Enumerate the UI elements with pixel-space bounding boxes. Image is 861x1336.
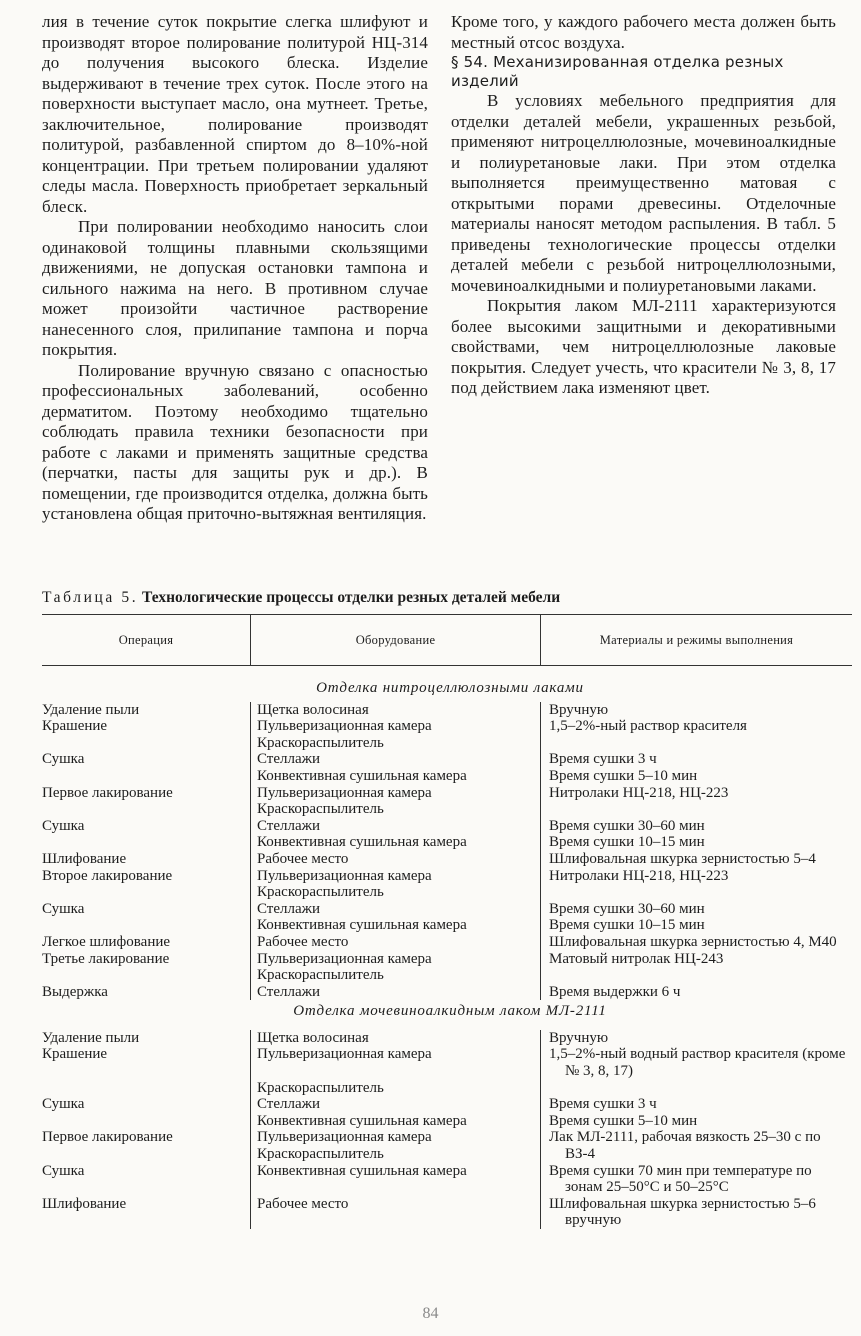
table-row	[42, 702, 852, 719]
equipment-line: Конвективная сушильная камера	[257, 1162, 467, 1179]
table-row	[42, 1129, 852, 1162]
materials-line: Шлифовальная шкурка зернистостью 4, М40	[549, 933, 837, 950]
materials-line: Вручную	[549, 701, 609, 718]
equipment-line: Конвективная сушильная камера	[257, 834, 467, 851]
operation-cell: Сушка	[42, 1096, 85, 1113]
materials-line: Время сушки 5–10 мин	[549, 1112, 698, 1129]
equipment-cell	[251, 702, 541, 719]
equipment-line: Стеллажи	[257, 1096, 321, 1113]
materials-line: Шлифовальная шкурка зернистостью 5–6 вручную	[549, 1195, 816, 1229]
operation-cell: Первое лакирование	[42, 1129, 173, 1146]
materials-line: Нитролаки НЦ-218, НЦ-223	[549, 784, 729, 801]
table-header-row	[42, 615, 852, 666]
materials-line: Время сушки 30–60 мин	[549, 817, 705, 834]
operation-cell: Удаление пыли	[42, 1029, 140, 1046]
equipment-cell	[251, 818, 541, 851]
paragraph: При полировании необходимо наносить слои одинаковой толщины плавными скользящими движениями, не допуская остановки тампона и сильного нажима на него. В противном случае может произойти частичное растворение нанесенного слоя, прилипание тампона и порча покрытия.	[42, 217, 428, 359]
table-row	[42, 751, 852, 784]
table-row	[42, 1196, 852, 1229]
paragraph: В условиях мебельного предприятия для отделки деталей мебели, украшенных резьбой, применяют нитроцеллюлозные, мочевиноалкидные и полиуретановые лаки. При этом отделка выполняется преимущественно матовая с открытыми порами древесины. Отделочные материалы наносят методом распыления. В табл. 5 приведены технологические процессы отделки деталей мебели с резьбой нитроцеллюлозными, мочевиноалкидными и полиуретановыми лаками.	[451, 91, 836, 295]
left-text-column	[42, 12, 428, 525]
table-section-title: Отделка мочевиноалкидным лаком МЛ-2111	[293, 1003, 607, 1020]
materials-cell	[541, 1096, 853, 1129]
equipment-cell	[251, 1030, 541, 1047]
table-row	[42, 718, 852, 751]
operation-cell: Шлифование	[42, 850, 127, 867]
paragraph: лия в течение суток покрытие слегка шлифуют и производят второе полирование политурой НЦ-314 до получения высокого блеска. Изделие выдерживают в течение трех суток. После этого на поверхности выступает масло, она мутнеет. Третье, заключительное, полирование производят политурой, разбавленной спиртом до 8–10%-ной концентрации. При третьем полировании удаляют следы масла. Поверхность приобретает зеркальный блеск.	[42, 12, 428, 216]
equipment-cell	[251, 851, 541, 868]
header-materials: Материалы и режимы выполнения	[541, 615, 853, 666]
equipment-cell	[251, 718, 541, 751]
page-number: 84	[422, 1305, 439, 1322]
equipment-cell	[251, 984, 541, 1001]
process-table	[42, 614, 852, 1229]
materials-cell	[541, 718, 853, 751]
materials-line: Время выдержки 6 ч	[549, 983, 681, 1000]
equipment-cell	[251, 1163, 541, 1196]
table-row	[42, 1163, 852, 1196]
equipment-line: Стеллажи	[257, 983, 321, 1000]
equipment-line: Стеллажи	[257, 817, 321, 834]
equipment-line: Стеллажи	[257, 900, 321, 917]
equipment-line: Рабочее место	[257, 1195, 349, 1212]
equipment-line: Пульверизационная камера	[257, 1129, 432, 1146]
table-row	[42, 1046, 852, 1096]
equipment-line: Конвективная сушильная камера	[257, 767, 467, 784]
materials-cell	[541, 751, 853, 784]
table-body	[42, 666, 852, 1230]
operation-cell: Сушка	[42, 1162, 85, 1179]
table-row	[42, 951, 852, 984]
operation-cell: Второе лакирование	[42, 867, 173, 884]
equipment-line: Щетка волосиная	[257, 701, 369, 718]
table-row	[42, 934, 852, 951]
equipment-line: Краскораспылитель	[257, 801, 384, 818]
operation-cell: Крашение	[42, 718, 108, 735]
equipment-line: Конвективная сушильная камера	[257, 917, 467, 934]
materials-line: Время сушки 3 ч	[549, 1096, 657, 1113]
table-row	[42, 868, 852, 901]
materials-cell	[541, 1196, 853, 1229]
equipment-line: Конвективная сушильная камера	[257, 1112, 467, 1129]
operation-cell: Третье лакирование	[42, 950, 170, 967]
operation-cell: Сушка	[42, 900, 85, 917]
equipment-cell	[251, 1046, 541, 1096]
table-caption-title: Технологические процессы отделки резных деталей мебели	[142, 589, 561, 606]
materials-line: Время сушки 3 ч	[549, 751, 657, 768]
materials-cell	[541, 702, 853, 719]
table-section-row	[42, 666, 852, 702]
equipment-cell	[251, 785, 541, 818]
section-heading: § 54. Механизированная отделка резных изделий	[451, 53, 784, 90]
materials-line: Время сушки 10–15 мин	[549, 917, 705, 934]
materials-cell	[541, 785, 853, 818]
materials-line: Нитролаки НЦ-218, НЦ-223	[549, 867, 729, 884]
operation-cell: Сушка	[42, 751, 85, 768]
paragraph: Кроме того, у каждого рабочего места должен быть местный отсос воздуха.	[451, 12, 836, 52]
equipment-line: Пульверизационная камера	[257, 950, 432, 967]
operation-cell: Выдержка	[42, 983, 108, 1000]
equipment-line: Щетка волосиная	[257, 1029, 369, 1046]
equipment-cell	[251, 751, 541, 784]
materials-line: 1,5–2%-ный водный раствор красителя (кроме № 3, 8, 17)	[549, 1046, 846, 1080]
paragraph: Покрытия лаком МЛ-2111 характеризуются более высокими защитными и декоративными свойствами, чем нитроцеллюлозные лаковые покрытия. Следует учесть, что красители № 3, 8, 17 под действием лака изменяют цвет.	[451, 296, 836, 397]
table-row	[42, 984, 852, 1001]
equipment-cell	[251, 1096, 541, 1129]
equipment-cell	[251, 934, 541, 951]
equipment-line: Пульверизационная камера	[257, 1046, 432, 1063]
materials-cell	[541, 818, 853, 851]
equipment-cell	[251, 1196, 541, 1229]
equipment-cell	[251, 1129, 541, 1162]
materials-cell	[541, 984, 853, 1001]
right-text-column	[451, 12, 836, 399]
operation-cell: Сушка	[42, 817, 85, 834]
equipment-cell	[251, 868, 541, 901]
table-row	[42, 901, 852, 934]
equipment-line: Рабочее место	[257, 933, 349, 950]
materials-line: Время сушки 30–60 мин	[549, 900, 705, 917]
paragraph: Полирование вручную связано с опасностью профессиональных заболеваний, особенно дерматитом. Поэтому необходимо тщательно соблюдать правила техники безопасности при работе с лаками и применять защитные средства (перчатки, пасты для защиты рук и др.). В помещении, где производится отделка, должна быть установлена общая приточно-вытяжная вентиляция.	[42, 360, 428, 523]
materials-line: Лак МЛ-2111, рабочая вязкость 25–30 с по ВЗ-4	[549, 1129, 821, 1163]
operation-cell: Шлифование	[42, 1195, 127, 1212]
materials-cell	[541, 951, 853, 984]
materials-line: Время сушки 10–15 мин	[549, 834, 705, 851]
operation-cell: Легкое шлифование	[42, 933, 171, 950]
materials-cell	[541, 1163, 853, 1196]
table-caption-label: Таблица 5.	[42, 589, 139, 606]
materials-cell	[541, 901, 853, 934]
equipment-line: Краскораспылитель	[257, 967, 384, 984]
materials-line: Шлифовальная шкурка зернистостью 5–4	[549, 850, 816, 867]
materials-cell	[541, 1129, 853, 1162]
materials-line: Матовый нитролак НЦ-243	[549, 950, 724, 967]
equipment-line: Пульверизационная камера	[257, 718, 432, 735]
equipment-line: Рабочее место	[257, 850, 349, 867]
operation-cell: Первое лакирование	[42, 784, 173, 801]
materials-line: 1,5–2%-ный раствор красителя	[549, 718, 747, 735]
equipment-line: Краскораспылитель	[257, 1146, 384, 1163]
materials-cell	[541, 1030, 853, 1047]
equipment-line: Стеллажи	[257, 751, 321, 768]
equipment-cell	[251, 951, 541, 984]
operation-cell: Удаление пыли	[42, 701, 140, 718]
operation-cell: Крашение	[42, 1046, 108, 1063]
equipment-line: Краскораспылитель	[257, 884, 384, 901]
table-row	[42, 1030, 852, 1047]
equipment-line: Краскораспылитель	[257, 734, 384, 751]
materials-cell	[541, 1046, 853, 1096]
materials-cell	[541, 851, 853, 868]
equipment-line: Краскораспылитель	[257, 1079, 384, 1096]
equipment-cell	[251, 901, 541, 934]
materials-line: Вручную	[549, 1029, 609, 1046]
materials-cell	[541, 868, 853, 901]
equipment-line: Пульверизационная камера	[257, 784, 432, 801]
table-caption	[42, 589, 832, 607]
table-row	[42, 818, 852, 851]
materials-cell	[541, 934, 853, 951]
materials-line: Время сушки 70 мин при температуре по зонам 25–50°С и 50–25°С	[549, 1162, 812, 1196]
equipment-line	[257, 1063, 540, 1080]
table-section-row	[42, 1000, 852, 1030]
header-operation: Операция	[42, 615, 251, 666]
table-row	[42, 785, 852, 818]
table-row	[42, 1096, 852, 1129]
equipment-line: Пульверизационная камера	[257, 867, 432, 884]
header-equipment: Оборудование	[251, 615, 541, 666]
table-section-title: Отделка нитроцеллюлозными лаками	[316, 680, 584, 696]
table-row	[42, 851, 852, 868]
materials-line: Время сушки 5–10 мин	[549, 767, 698, 784]
